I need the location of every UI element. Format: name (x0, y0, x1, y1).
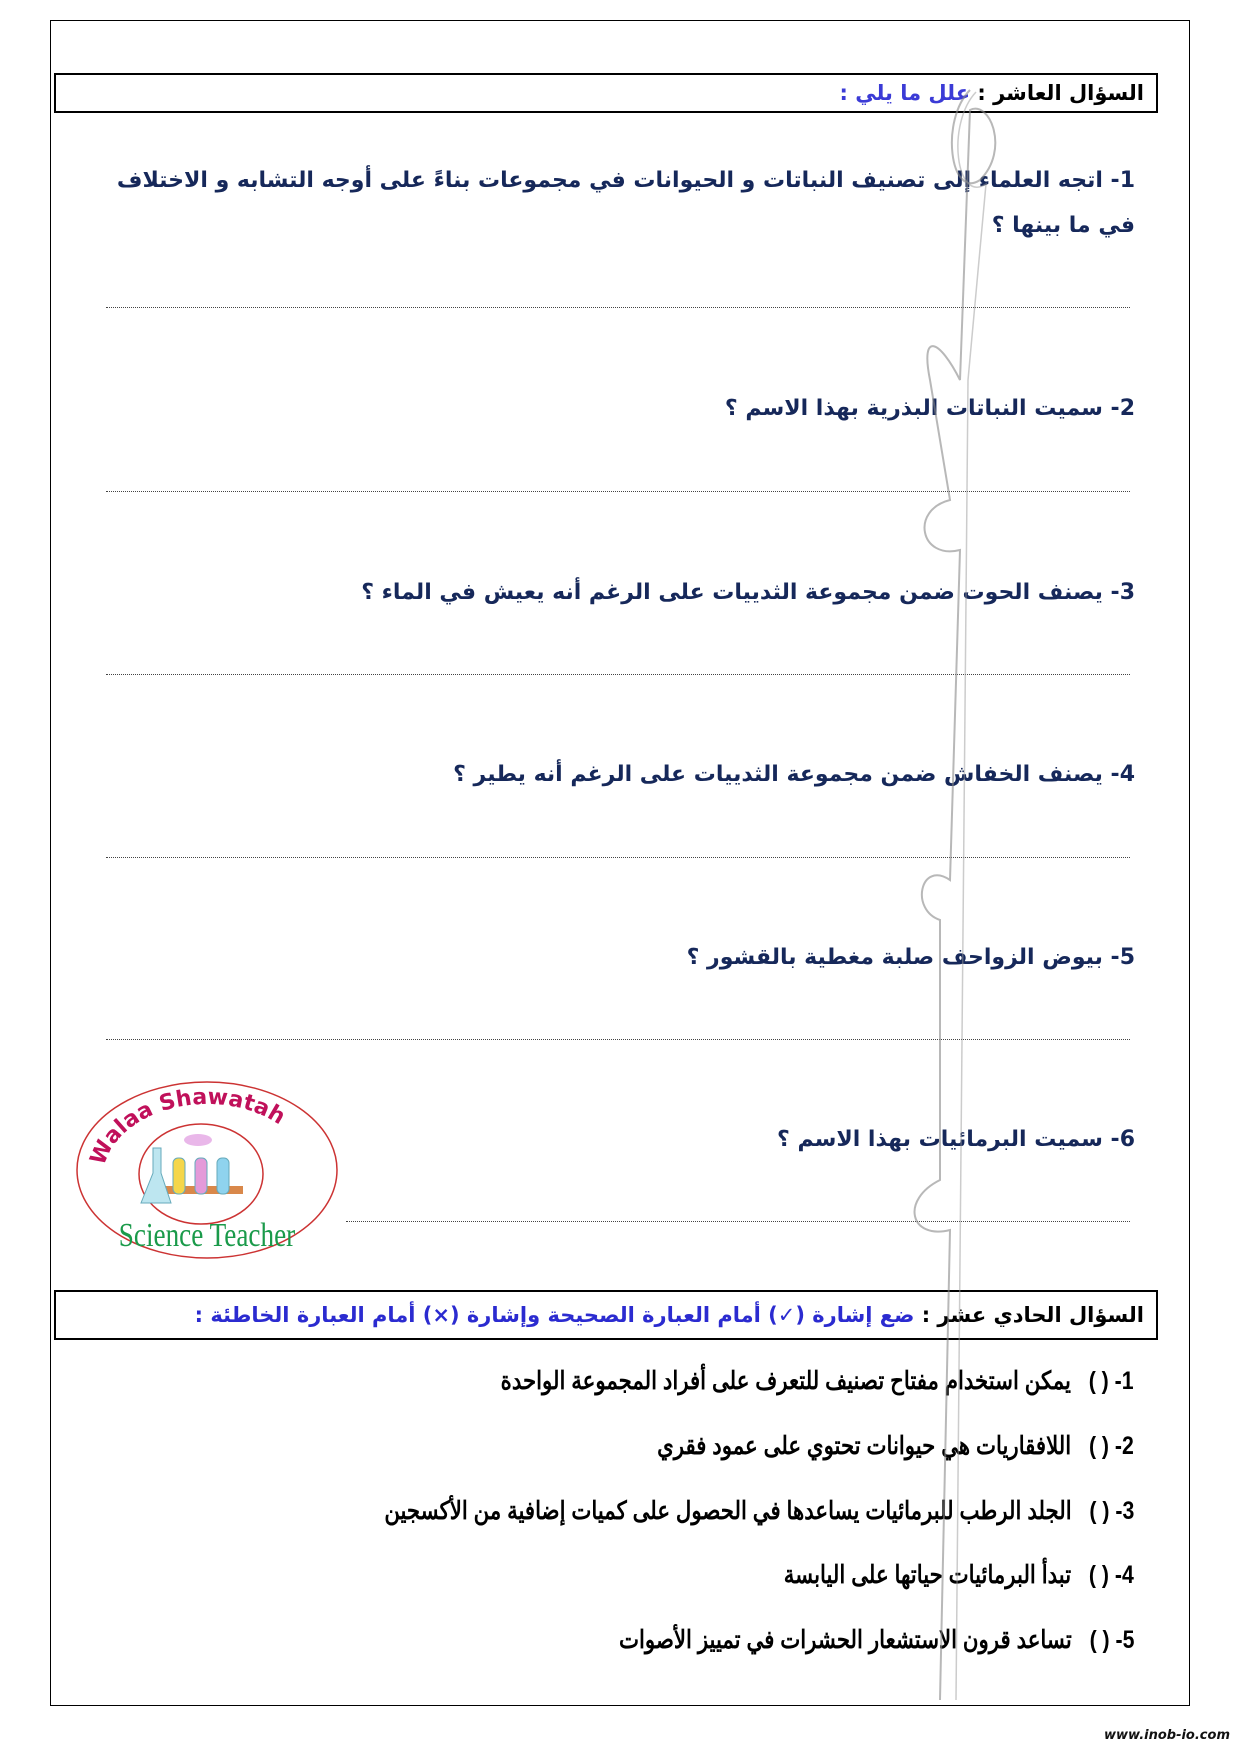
question-4: 4- يصنف الخفاش ضمن مجموعة الثدييات على الرغم أنه يطير ؟ (453, 762, 1135, 787)
true-false-item (619, 1625, 1134, 1655)
answer-line-2[interactable] (106, 491, 1130, 492)
footer-url[interactable]: www.inob-io.com (1104, 1728, 1230, 1743)
true-false-item (784, 1560, 1134, 1590)
item-text: تبدأ البرمائيات حياتها على اليابسة (783, 1561, 1072, 1589)
item-text: الجلد الرطب للبرمائيات يساعدها في الحصول على كميات إضافية من الأكسجين (384, 1497, 1072, 1525)
answer-box[interactable]: ( ) (1089, 1432, 1110, 1460)
question-11-header (54, 1290, 1158, 1340)
science-teacher-logo (73, 1078, 341, 1262)
item-number: 5- (1115, 1626, 1134, 1654)
question-1-line2: في ما بينها ؟ (991, 213, 1135, 238)
answer-line-3[interactable] (106, 674, 1130, 675)
question-5: 5- بيوض الزواحف صلبة مغطية بالقشور ؟ (686, 945, 1135, 970)
answer-box[interactable]: ( ) (1089, 1497, 1110, 1525)
answer-line-5[interactable] (106, 1039, 1130, 1040)
answer-box[interactable]: ( ) (1089, 1626, 1110, 1654)
answer-box[interactable]: ( ) (1089, 1561, 1110, 1589)
question-3: 3- يصنف الحوت ضمن مجموعة الثدييات على الرغم أنه يعيش في الماء ؟ (361, 580, 1135, 605)
question-11-instruction: ضع إشارة (✓) أمام العبارة الصحيحة وإشارة (×) أمام العبارة الخاطئة : (194, 1303, 915, 1327)
item-number: 1- (1115, 1367, 1134, 1395)
question-11-label: السؤال الحادي عشر : (921, 1303, 1144, 1327)
svg-text:Walaa Shawatah: Walaa Shawatah (85, 1084, 290, 1169)
question-10-label: السؤال العاشر : (977, 81, 1144, 105)
question-10-instruction: علل ما يلي : (839, 81, 971, 105)
item-text: يمكن استخدام مفتاح تصنيف للتعرف على أفراد المجموعة الواحدة (501, 1367, 1072, 1395)
answer-box[interactable]: ( ) (1089, 1367, 1110, 1395)
question-1-line1: 1- اتجه العلماء إلى تصنيف النباتات و الحيوانات في مجموعات بناءً على أوجه التشابه و الاختلاف (116, 168, 1135, 193)
svg-text:Science Teacher: Science Teacher (118, 1216, 296, 1254)
item-text: اللافقاريات هي حيوانات تحتوي على عمود فقري (657, 1432, 1072, 1460)
question-6: 6- سميت البرمائيات بهذا الاسم ؟ (777, 1127, 1135, 1152)
answer-line-6[interactable] (346, 1221, 1130, 1222)
item-number: 2- (1115, 1432, 1134, 1460)
answer-line-1[interactable] (106, 307, 1130, 308)
true-false-item (657, 1431, 1134, 1461)
question-1 (105, 158, 1135, 248)
question-2: 2- سميت النباتات البذرية بهذا الاسم ؟ (724, 396, 1135, 421)
true-false-item (501, 1366, 1134, 1396)
item-number: 4- (1115, 1561, 1134, 1589)
answer-line-4[interactable] (106, 857, 1130, 858)
question-10-header (54, 73, 1158, 113)
true-false-item (384, 1496, 1134, 1526)
item-text: تساعد قرون الاستشعار الحشرات في تمييز الأصوات (618, 1626, 1072, 1654)
item-number: 3- (1115, 1497, 1134, 1525)
